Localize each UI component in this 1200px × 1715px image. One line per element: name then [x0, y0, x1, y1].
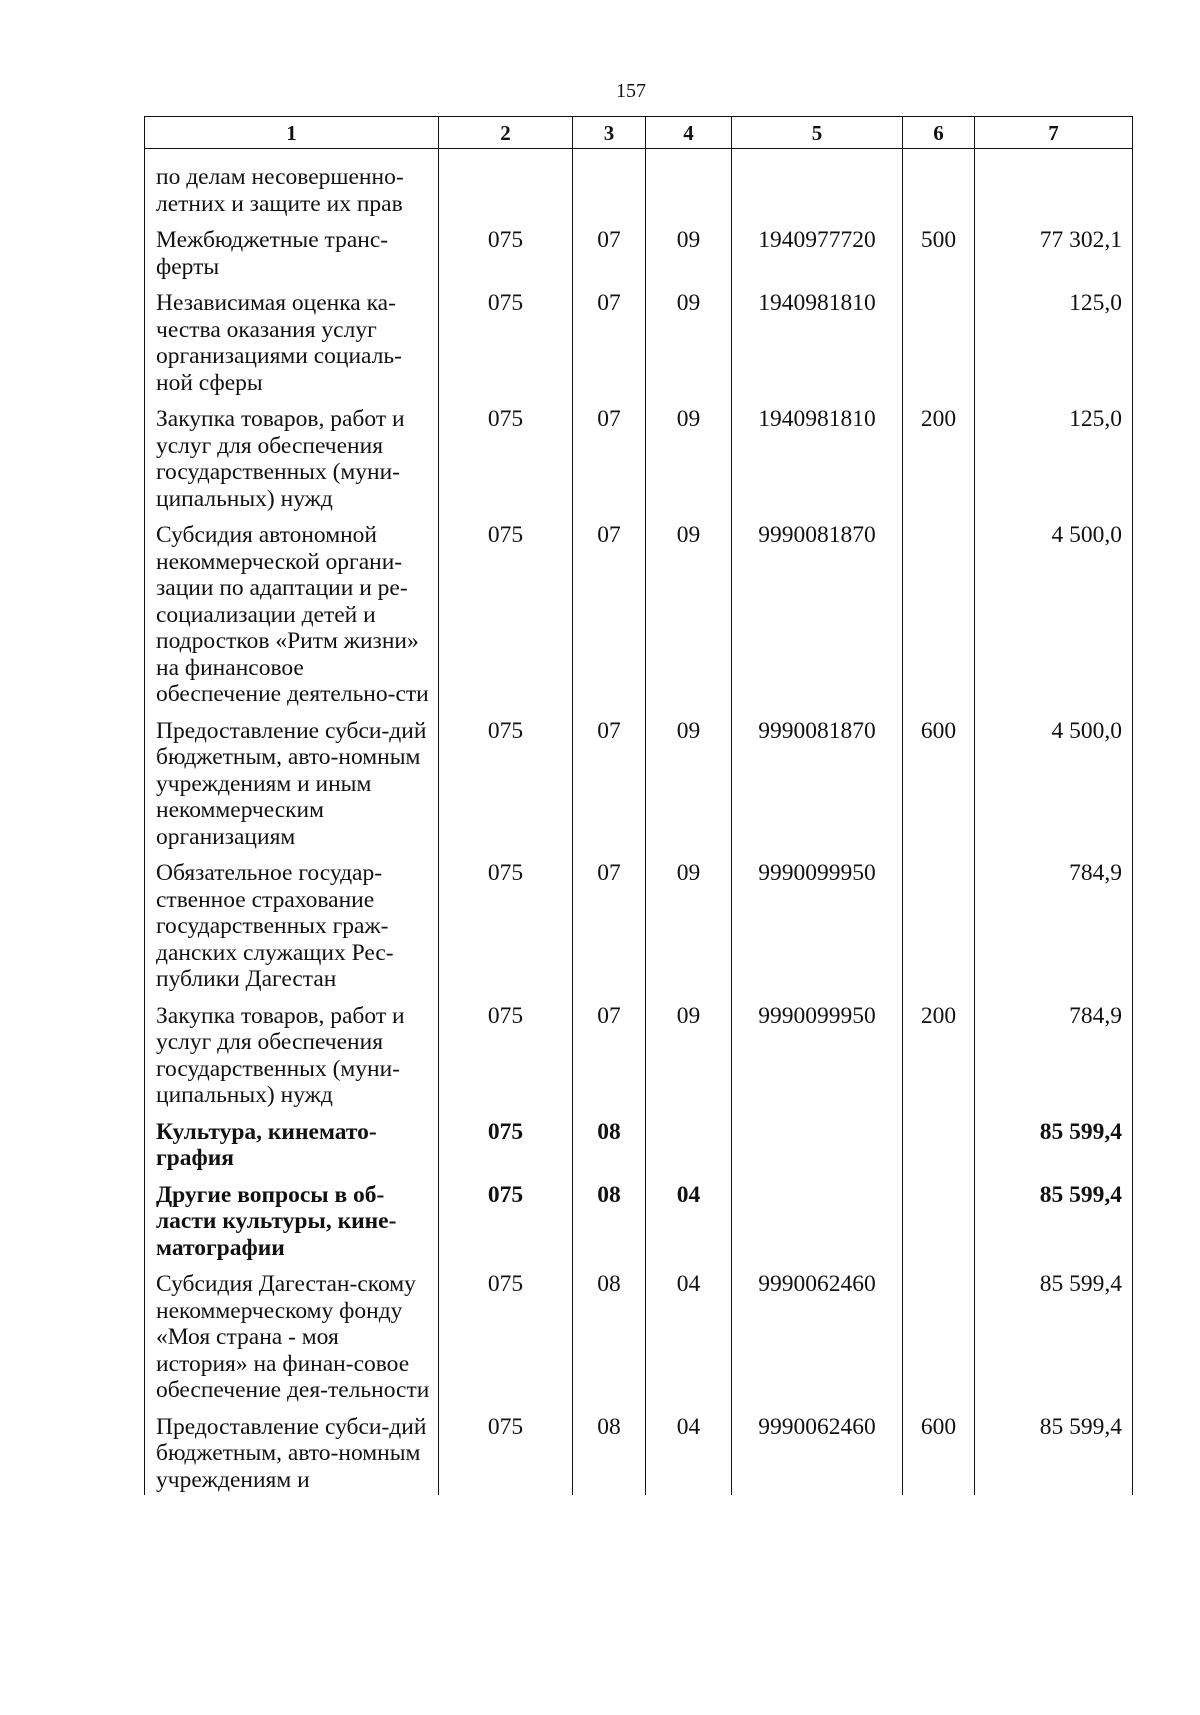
- cell-ministry-code: 075: [439, 406, 573, 522]
- cell-subsection: 09: [646, 1003, 732, 1119]
- cell-amount: 85 599,4: [975, 1119, 1133, 1182]
- cell-target-article: [732, 164, 903, 227]
- cell-section: 08: [573, 1414, 646, 1496]
- cell-target-article: 9990062460: [732, 1414, 903, 1496]
- cell-ministry-code: 075: [439, 1119, 573, 1182]
- cell-description: Субсидия автономной некоммерческой органи-зации по адаптации и ре-социализации детей и подростков «Ритм жизни» на финансовое обеспечение деятельно-сти: [145, 522, 439, 718]
- cell-ministry-code: 075: [439, 1271, 573, 1414]
- header-cell: 2: [439, 117, 573, 149]
- cell-ministry-code: 075: [439, 1182, 573, 1272]
- cell-subsection: 09: [646, 522, 732, 718]
- cell-section: 07: [573, 1003, 646, 1119]
- cell-section: 08: [573, 1271, 646, 1414]
- cell-subsection: [646, 164, 732, 227]
- header-cell: 1: [145, 117, 439, 149]
- cell-amount: 125,0: [975, 406, 1133, 522]
- header-cell: 5: [732, 117, 903, 149]
- cell-target-article: 1940981810: [732, 406, 903, 522]
- cell-description: Культура, кинемато-графия: [145, 1119, 439, 1182]
- cell-subsection: 09: [646, 227, 732, 290]
- cell-expense-type: [903, 290, 975, 406]
- cell-ministry-code: 075: [439, 860, 573, 1003]
- cell-description: Предоставление субси-дий бюджетным, авто-номным учреждениям и: [145, 1414, 439, 1496]
- cell-ministry-code: 075: [439, 290, 573, 406]
- cell-expense-type: [903, 1271, 975, 1414]
- cell-section: [573, 164, 646, 227]
- cell-description: Независимая оценка ка-чества оказания услуг организациями социаль-ной сферы: [145, 290, 439, 406]
- cell-section: 07: [573, 860, 646, 1003]
- header-cell: 7: [975, 117, 1133, 149]
- cell-target-article: 9990099950: [732, 1003, 903, 1119]
- cell-amount: 125,0: [975, 290, 1133, 406]
- cell-target-article: 1940981810: [732, 290, 903, 406]
- cell-ministry-code: 075: [439, 1414, 573, 1496]
- cell-subsection: 04: [646, 1271, 732, 1414]
- table-row: [145, 1119, 1133, 1182]
- cell-amount: 4 500,0: [975, 522, 1133, 718]
- cell-target-article: [732, 1119, 903, 1182]
- cell-ministry-code: [439, 164, 573, 227]
- cell-expense-type: [903, 164, 975, 227]
- cell-target-article: 9990081870: [732, 718, 903, 861]
- cell-expense-type: [903, 1182, 975, 1272]
- cell-description: Закупка товаров, работ и услуг для обеспечения государственных (муни-ципальных) нужд: [145, 406, 439, 522]
- cell-expense-type: 600: [903, 1414, 975, 1496]
- cell-amount: 784,9: [975, 1003, 1133, 1119]
- cell-target-article: 9990099950: [732, 860, 903, 1003]
- cell-section: 08: [573, 1182, 646, 1272]
- cell-description: Обязательное государ-ственное страхование государственных граж-данских служащих Рес-публики Дагестан: [145, 860, 439, 1003]
- cell-ministry-code: 075: [439, 227, 573, 290]
- cell-ministry-code: 075: [439, 1003, 573, 1119]
- table-row: [145, 1271, 1133, 1414]
- cell-subsection: 04: [646, 1414, 732, 1496]
- cell-subsection: 09: [646, 718, 732, 861]
- cell-description: Межбюджетные транс-ферты: [145, 227, 439, 290]
- cell-amount: 4 500,0: [975, 718, 1133, 861]
- table-row: [145, 1414, 1133, 1496]
- cell-expense-type: [903, 522, 975, 718]
- cell-amount: 77 302,1: [975, 227, 1133, 290]
- cell-expense-type: 500: [903, 227, 975, 290]
- cell-section: 08: [573, 1119, 646, 1182]
- table-row: [145, 860, 1133, 1003]
- cell-expense-type: 200: [903, 406, 975, 522]
- page-number: 157: [616, 80, 646, 102]
- header-cell: 3: [573, 117, 646, 149]
- cell-subsection: 09: [646, 860, 732, 1003]
- cell-expense-type: 600: [903, 718, 975, 861]
- table-row: [145, 164, 1133, 227]
- cell-description: Другие вопросы в об-ласти культуры, кине-матографии: [145, 1182, 439, 1272]
- table-row: [145, 227, 1133, 290]
- cell-section: 07: [573, 290, 646, 406]
- cell-amount: [975, 164, 1133, 227]
- cell-section: 07: [573, 718, 646, 861]
- cell-target-article: [732, 1182, 903, 1272]
- cell-target-article: 1940977720: [732, 227, 903, 290]
- cell-subsection: [646, 1119, 732, 1182]
- cell-amount: 85 599,4: [975, 1182, 1133, 1272]
- cell-amount: 784,9: [975, 860, 1133, 1003]
- cell-amount: 85 599,4: [975, 1414, 1133, 1496]
- cell-subsection: 09: [646, 406, 732, 522]
- budget-table: [144, 116, 1133, 1495]
- table-row: [145, 1182, 1133, 1272]
- cell-section: 07: [573, 406, 646, 522]
- cell-description: Субсидия Дагестан-скому некоммерческому фонду «Моя страна - моя история» на финан-совое обеспечение дея-тельности: [145, 1271, 439, 1414]
- table-row: [145, 522, 1133, 718]
- cell-target-article: 9990062460: [732, 1271, 903, 1414]
- cell-description: по делам несовершенно-летних и защите их прав: [145, 164, 439, 227]
- table-row: [145, 1003, 1133, 1119]
- header-gap: [145, 149, 1133, 165]
- header-row: [145, 117, 1133, 149]
- header-cell: 6: [903, 117, 975, 149]
- table-row: [145, 718, 1133, 861]
- cell-description: Предоставление субси-дий бюджетным, авто-номным учреждениям и иным некоммерческим организациям: [145, 718, 439, 861]
- table-row: [145, 406, 1133, 522]
- header-cell: 4: [646, 117, 732, 149]
- cell-expense-type: [903, 860, 975, 1003]
- cell-target-article: 9990081870: [732, 522, 903, 718]
- cell-description: Закупка товаров, работ и услуг для обеспечения государственных (муни-ципальных) нужд: [145, 1003, 439, 1119]
- cell-subsection: 04: [646, 1182, 732, 1272]
- cell-subsection: 09: [646, 290, 732, 406]
- cell-ministry-code: 075: [439, 522, 573, 718]
- cell-section: 07: [573, 227, 646, 290]
- cell-expense-type: 200: [903, 1003, 975, 1119]
- table-body: [145, 149, 1133, 1496]
- table-row: [145, 290, 1133, 406]
- cell-expense-type: [903, 1119, 975, 1182]
- cell-amount: 85 599,4: [975, 1271, 1133, 1414]
- cell-section: 07: [573, 522, 646, 718]
- cell-ministry-code: 075: [439, 718, 573, 861]
